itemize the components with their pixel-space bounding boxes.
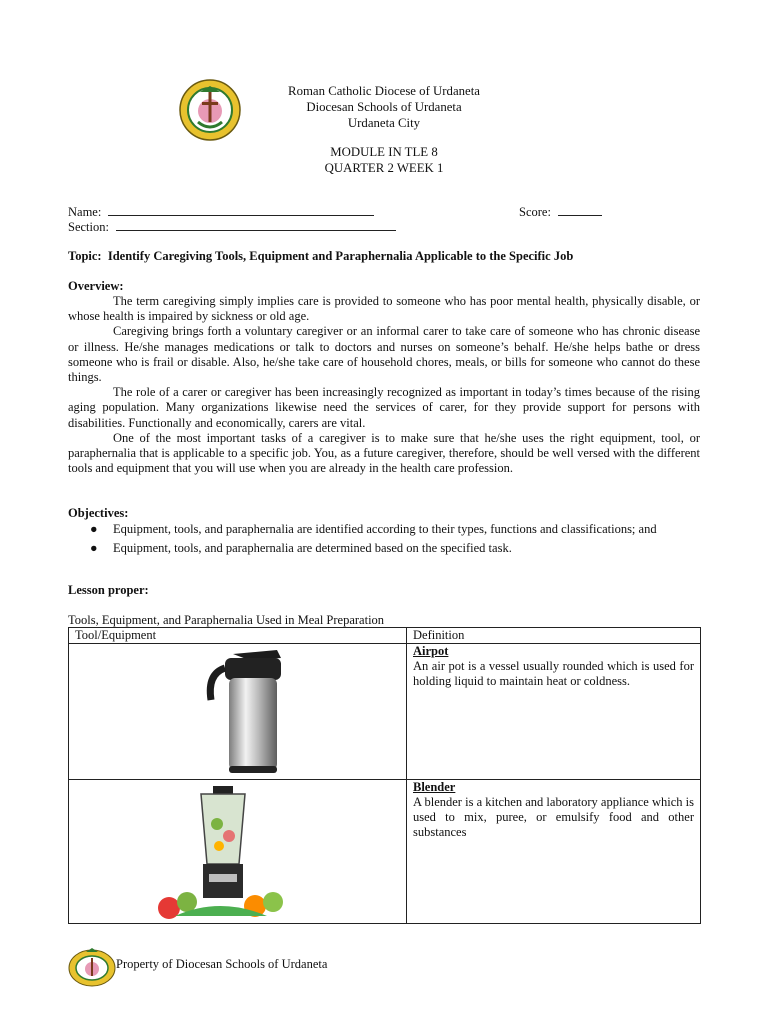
city-name: Urdaneta City <box>347 116 421 130</box>
diocesan-schools-seal-small-icon <box>67 946 117 988</box>
objectives-list <box>68 522 700 560</box>
header-block <box>232 83 536 176</box>
overview-body <box>68 294 700 476</box>
lesson-heading: Lesson proper: <box>68 583 149 597</box>
objective-text: Equipment, tools, and paraphernalia are determined based on the specified task. <box>113 541 512 556</box>
tool-definition: A blender is a kitchen and laboratory appliance which is used to mix, puree, or emulsify food and other substances <box>413 795 694 840</box>
section-field[interactable] <box>116 219 396 231</box>
blender-icon <box>155 784 285 922</box>
tool-definition: An air pot is a vessel usually rounded which is used for holding liquid to maintain heat or coldness. <box>413 659 694 689</box>
topic-label: Topic: <box>68 249 102 263</box>
score-field[interactable] <box>558 204 602 216</box>
footer-text: Property of Diocesan Schools of Urdaneta <box>116 957 328 971</box>
bullet-icon: ● <box>90 522 98 536</box>
bullet-icon: ● <box>90 541 98 556</box>
table-caption: Tools, Equipment, and Paraphernalia Used in Meal Preparation <box>68 613 385 627</box>
name-label: Name: <box>68 205 102 219</box>
definition-cell <box>407 780 701 924</box>
quarter-week: QUARTER 2 WEEK 1 <box>324 161 444 175</box>
tool-image-cell <box>69 780 407 924</box>
tool-name: Airpot <box>413 644 449 658</box>
overview-paragraph: The role of a carer or caregiver has been increasingly recognized as important in today’s times because of the rising aging population. Many organizations likewise need the services of carer, for they provide support for persons with disabilities. Functionally and economically, carers are vital. <box>68 385 700 430</box>
objectives-heading: Objectives: <box>68 506 129 520</box>
airpot-icon <box>189 648 309 776</box>
overview-paragraph: The term caregiving simply implies care is provided to someone who has poor mental health, physically disable, or whose health is impaired by sickness or old age. <box>68 294 700 324</box>
overview-paragraph: Caregiving brings forth a voluntary caregiver or an informal carer to take care of someone who has chronic disease or illness. He/she manages medications or talk to doctors and nurses on someone’s behalf. He/she helps bathe or dress someone who is frail or disable. Also, he/she take care of household chores, meals, or bills for someone who cannot do these things. <box>68 324 700 385</box>
diocese-name: Roman Catholic Diocese of Urdaneta <box>288 84 480 98</box>
overview-paragraph: One of the most important tasks of a caregiver is to make sure that he/she uses the right equipment, tool, or paraphernalia that is applicable to a specific job. You, as a future caregiver, therefore, should be well versed with the different tools and equipment that you will use when you are already in the health care profession. <box>68 430 700 476</box>
list-item <box>68 541 700 556</box>
module-title: MODULE IN TLE 8 <box>330 145 438 159</box>
tool-image-cell <box>69 644 407 780</box>
score-row <box>519 204 602 220</box>
name-row <box>68 204 374 220</box>
name-field[interactable] <box>108 204 374 216</box>
section-row <box>68 219 396 235</box>
table-header-row <box>69 628 701 644</box>
table-row <box>69 644 701 780</box>
school-name: Diocesan Schools of Urdaneta <box>306 100 462 114</box>
definition-cell <box>407 644 701 780</box>
score-label: Score: <box>519 205 551 219</box>
objective-text: Equipment, tools, and paraphernalia are identified according to their types, functions and classifications; and <box>113 522 657 536</box>
topic-line <box>68 249 573 264</box>
column-header-tool: Tool/Equipment <box>69 628 407 644</box>
list-item <box>68 522 700 537</box>
tools-table <box>68 627 701 924</box>
overview-heading: Overview: <box>68 279 124 293</box>
topic-text: Identify Caregiving Tools, Equipment and Paraphernalia Applicable to the Specific Job <box>107 249 574 263</box>
section-label: Section: <box>68 220 109 234</box>
column-header-definition: Definition <box>407 628 701 644</box>
tool-name: Blender <box>413 780 456 794</box>
table-row <box>69 780 701 924</box>
